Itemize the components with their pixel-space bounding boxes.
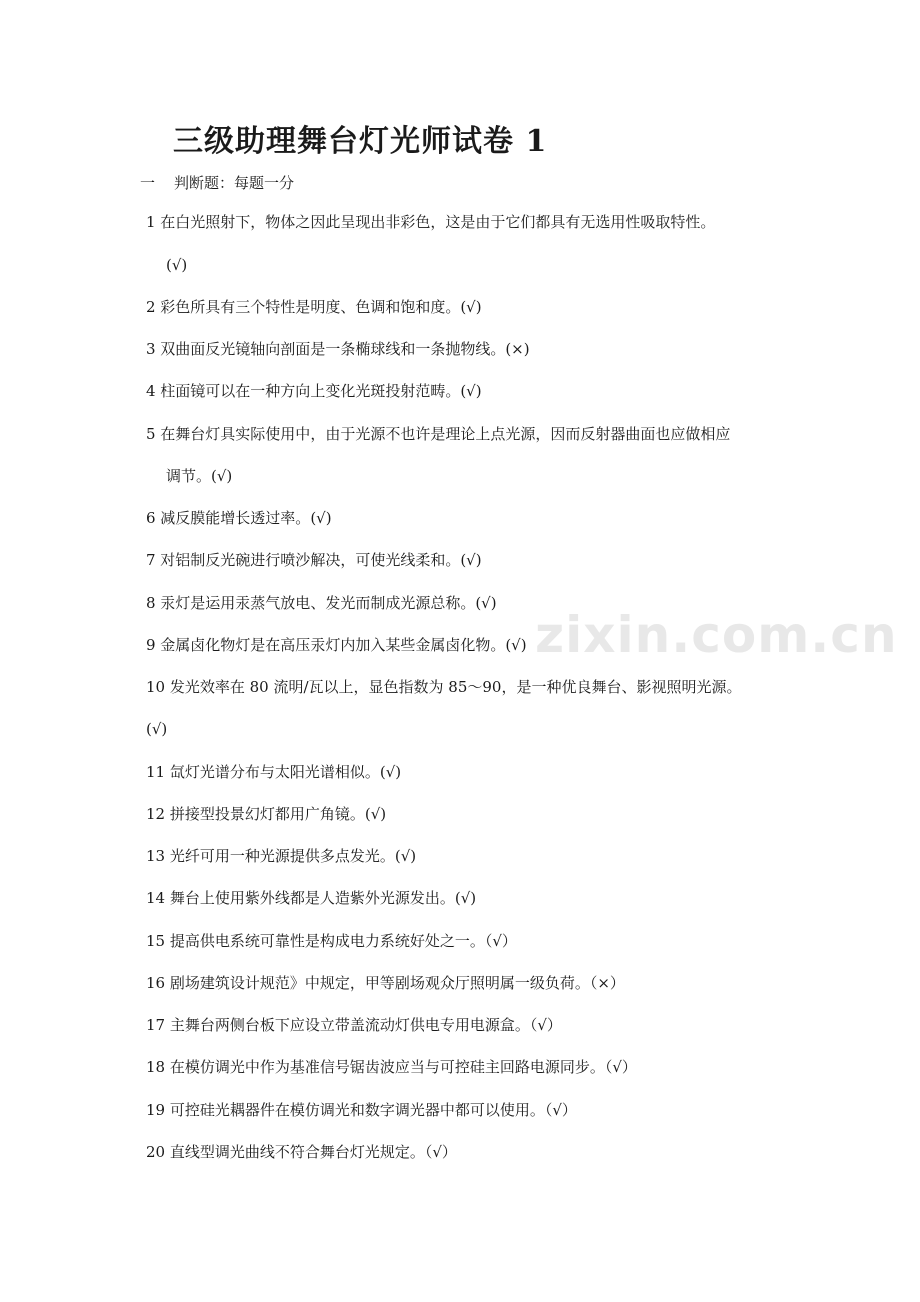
question-2: 2 彩色所具有三个特性是明度、色调和饱和度。(√)	[146, 298, 482, 316]
question-8: 8 汞灯是运用汞蒸气放电、发光而制成光源总称。(√)	[146, 594, 497, 612]
question-14: 14 舞台上使用紫外线都是人造紫外光源发出。(√)	[146, 889, 477, 907]
question-7: 7 对铝制反光碗进行喷沙解决，可使光线柔和。(√)	[146, 551, 482, 569]
section-heading	[140, 172, 294, 193]
question-3: 3 双曲面反光镜轴向剖面是一条椭球线和一条抛物线。(×)	[146, 340, 530, 358]
question-10-answer: (√)	[146, 720, 168, 738]
question-9: 9 金属卤化物灯是在高压汞灯内加入某些金属卤化物。(√)	[146, 636, 527, 654]
question-6: 6 减反膜能增长透过率。(√)	[146, 509, 332, 527]
question-16: 16 剧场建筑设计规范》中规定，甲等剧场观众厅照明属一级负荷。（×）	[146, 974, 625, 992]
question-19: 19 可控硅光耦器件在模仿调光和数字调光器中都可以使用。（√）	[146, 1101, 577, 1119]
question-1-answer: (√)	[166, 256, 188, 274]
watermark: zixin.com.cn	[535, 606, 898, 664]
section-number: 一	[140, 174, 156, 192]
question-20: 20 直线型调光曲线不符合舞台灯光规定。（√）	[146, 1143, 457, 1161]
question-5: 5 在舞台灯具实际使用中，由于光源不也许是理论上点光源，因而反射器曲面也应做相应	[146, 425, 731, 443]
question-11: 11 氙灯光谱分布与太阳光谱相似。(√)	[146, 763, 402, 781]
question-10: 10 发光效率在 80 流明/瓦以上，显色指数为 85～90，是一种优良舞台、影视照明光源。	[146, 678, 742, 696]
question-15: 15 提高供电系统可靠性是构成电力系统好处之一。（√）	[146, 932, 517, 950]
question-17: 17 主舞台两侧台板下应设立带盖流动灯供电专用电源盒。（√）	[146, 1016, 562, 1034]
question-13: 13 光纤可用一种光源提供多点发光。(√)	[146, 847, 417, 865]
question-4: 4 柱面镜可以在一种方向上变化光斑投射范畴。(√)	[146, 382, 482, 400]
question-1: 1 在白光照射下，物体之因此呈现出非彩色，这是由于它们都具有无选用性吸取特性。	[146, 213, 716, 231]
section-label: 判断题：每题一分	[174, 174, 295, 192]
document-title: 三级助理舞台灯光师试卷 1	[173, 124, 548, 159]
question-18: 18 在模仿调光中作为基准信号锯齿波应当与可控硅主回路电源同步。（√）	[146, 1058, 637, 1076]
question-5-continued: 调节。(√)	[166, 467, 233, 485]
question-12: 12 拼接型投景幻灯都用广角镜。(√)	[146, 805, 387, 823]
